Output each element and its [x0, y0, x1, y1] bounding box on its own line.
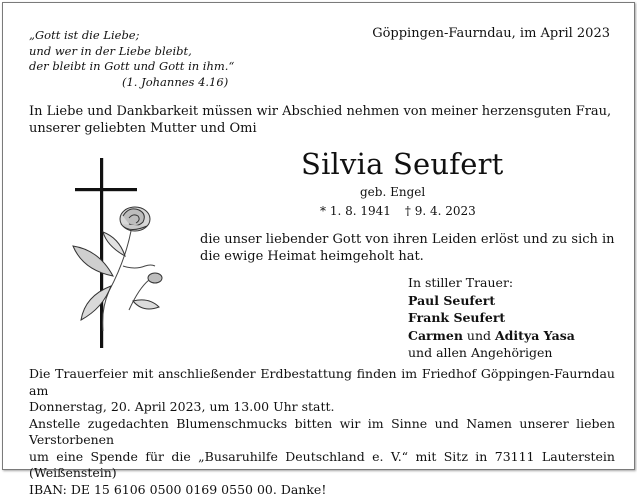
- mourner-1: Paul Seufert: [408, 293, 495, 308]
- footer-line-4: um eine Spende für die „Busaruhilfe Deutschland e. V.“ mit Sitz in 73111 Lauterstein (Weißenstein): [29, 449, 615, 482]
- intro-text: In Liebe und Dankbarkeit müssen wir Abschied nehmen von meiner herzensguten Frau, unserer geliebten Mutter und Omi: [29, 103, 614, 137]
- obituary-card: [2, 2, 635, 470]
- verse-reference: (1. Johannes 4.16): [29, 75, 234, 91]
- birth-date: * 1. 8. 1941: [320, 204, 391, 218]
- cross-rose-artwork: [63, 156, 173, 356]
- mourner-3a: Carmen: [408, 328, 463, 343]
- place-date: Göppingen-Faurndau, im April 2023: [372, 26, 610, 41]
- bible-verse: [29, 28, 234, 90]
- life-dates: [320, 204, 476, 218]
- verse-line-2: und wer in der Liebe bleibt,: [29, 44, 192, 58]
- birth-name: geb. Engel: [360, 185, 425, 199]
- rose-icon: [73, 207, 162, 331]
- mourners-heading: In stiller Trauer:: [408, 275, 513, 290]
- mourners-block: [408, 274, 575, 362]
- deceased-name: Silvia Seufert: [301, 147, 504, 181]
- mourner-connector: und: [467, 328, 491, 343]
- mourner-3b: Aditya Yasa: [495, 328, 575, 343]
- verse-line-3: der bleibt in Gott und Gott in ihm.“: [29, 59, 234, 73]
- footer-line-2: Donnerstag, 20. April 2023, um 13.00 Uhr statt.: [29, 399, 615, 416]
- footer-line-1: Die Trauerfeier mit anschließender Erdbestattung finden im Friedhof Göppingen-Faurndau am: [29, 366, 615, 399]
- passing-text: die unser liebender Gott von ihren Leiden erlöst und zu sich in die ewige Heimat heimgeholt hat.: [200, 231, 615, 265]
- footer-line-3: Anstelle zugedachten Blumenschmucks bitten wir im Sinne und Namen unserer lieben Verstorbenen: [29, 416, 615, 449]
- footer-line-5: IBAN: DE 15 6106 0500 0169 0550 00. Danke!: [29, 482, 615, 498]
- mourners-others: und allen Angehörigen: [408, 345, 552, 360]
- verse-line-1: „Gott ist die Liebe;: [29, 28, 140, 42]
- mourner-2: Frank Seufert: [408, 310, 505, 325]
- funeral-info: [29, 366, 615, 498]
- death-date: † 9. 4. 2023: [405, 204, 476, 218]
